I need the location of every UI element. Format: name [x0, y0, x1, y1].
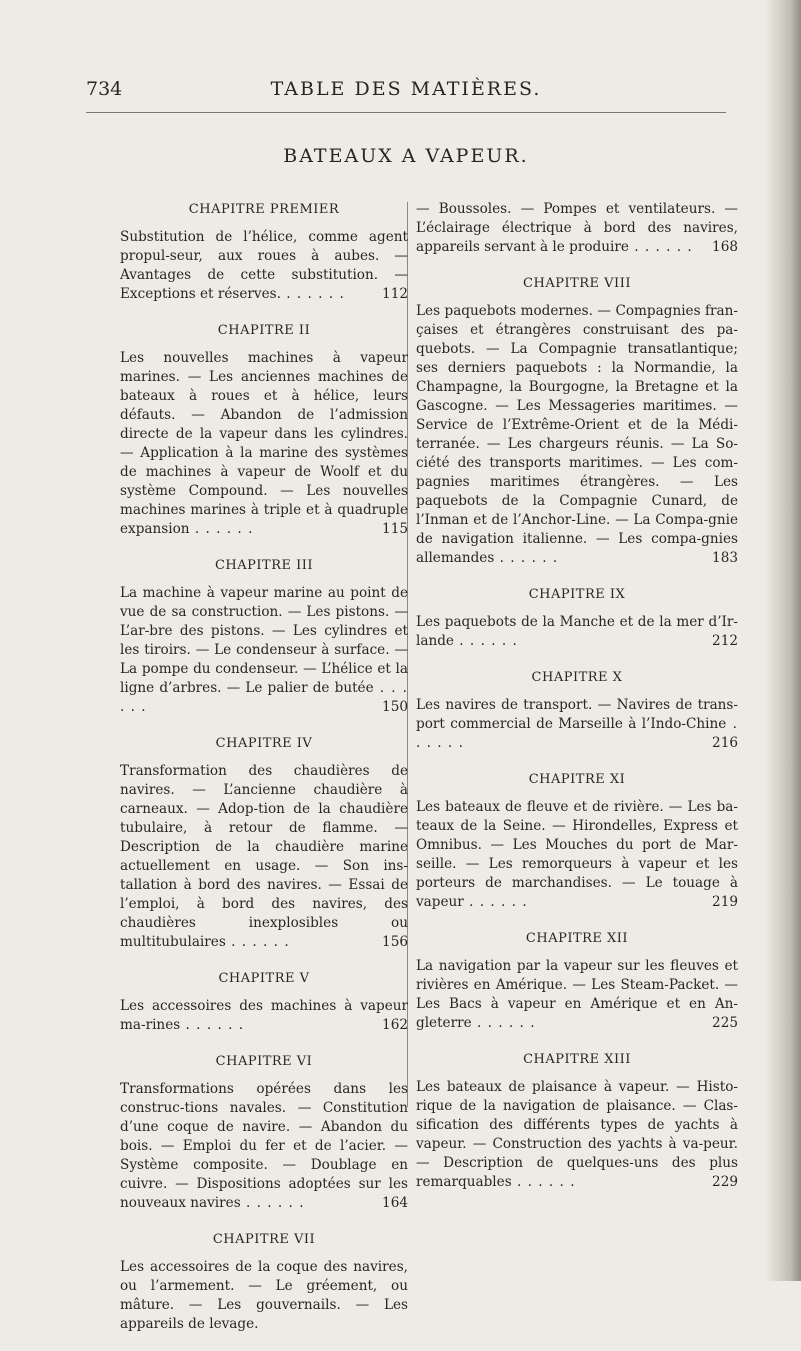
running-title: TABLE DES MATIÈRES. [270, 78, 542, 100]
header-rule [86, 112, 726, 113]
dot-leader: . . . . . . [628, 239, 693, 255]
running-header [86, 78, 726, 108]
page-ref: 168 [712, 239, 738, 255]
page-ref: 229 [712, 1174, 738, 1190]
chapter-summary-text: Les navires de transport. — Navires de trans-port commercial de Marseille à l’Indo-Chine [416, 697, 738, 732]
chapter-summary-text: Substitution de l’hélice, comme agent propul-seur, aux roues à aubes. — Avantages de cette substitution. — Exceptions et réserves. [120, 229, 408, 302]
chapter-heading: CHAPITRE XI [528, 772, 626, 787]
chapter-heading: CHAPITRE PREMIER [188, 202, 340, 217]
chapter-heading: CHAPITRE VIII [523, 276, 631, 291]
chapter-summary-text: Les paquebots modernes. — Compagnies fran-çaises et étrangères construisant des pa-quebots. — La Compagnie transatlantique; ses derniers paquebots : la Normandie, la Champagne, la Bourgogne, la Bretagne et la Gascogne. — Les Messageries maritimes. — Service de l’Extrême-Orient et de la Médi-terranée. — Les chargeurs réunis. — La So-ciété des transports maritimes. — Les com-pagnies maritimes étrangères. — Les paquebots de la Compagnie Cunard, de l’Inman et de l’Anchor-Line. — La Compa-gnie de navigation italienne. — Les compa-gnies allemandes [416, 303, 738, 566]
chapter-summary [120, 228, 408, 304]
chapter-summary [416, 696, 738, 753]
chapter-summary [416, 957, 738, 1033]
chapter-summary-text: Transformations opérées dans les construc-tions navales. — Constitution d’une coque de navire. — Abandon du bois. — Emploi du fer et de l’acier. — Système composite. — Doublage en cuivre. — Dispositions adoptées sur les nouveaux navires [120, 1081, 408, 1211]
section-title: BATEAUX A VAPEUR. [283, 145, 529, 167]
page-ref: 162 [382, 1017, 408, 1033]
page-ref: 225 [712, 1015, 738, 1031]
page-ref: 183 [712, 550, 738, 566]
chapter-summary [120, 349, 408, 539]
page-ref: 115 [382, 521, 408, 537]
toc-entry [120, 321, 408, 556]
toc-entry [120, 969, 408, 1052]
chapter-heading: CHAPITRE X [531, 670, 623, 685]
left-column [120, 200, 408, 1351]
toc-entry [416, 770, 738, 929]
dot-leader: . . . . . . [120, 680, 408, 715]
chapter-summary-text: Les bateaux de plaisance à vapeur. — Histo-rique de la navigation de plaisance. — Clas-sification des différents types de yachts à vapeur. — Construction des yachts à va-peur. — Description de quelques-uns des plus remarquables [416, 1079, 738, 1190]
chapter-summary [120, 997, 408, 1035]
dot-leader: . . . . . . [189, 521, 254, 537]
dot-leader: . . . . . . [471, 1015, 536, 1031]
chapter-summary [416, 798, 738, 912]
dot-leader: . . . . . . [511, 1174, 576, 1190]
binding-shadow [765, 0, 801, 1281]
chapter-summary [120, 1080, 408, 1213]
chapter-summary-text: Les accessoires des machines à vapeur ma-rines [120, 998, 408, 1033]
toc-entry [120, 1230, 408, 1351]
dot-leader: . . . . . . [240, 1195, 305, 1211]
page-ref: 216 [712, 735, 738, 751]
chapter-heading: CHAPITRE II [217, 323, 311, 338]
chapter-summary [120, 762, 408, 952]
page-ref: 112 [382, 286, 408, 302]
toc-entry [416, 585, 738, 668]
chapter-summary-text: — Boussoles. — Pompes et ventilateurs. — L’éclairage électrique à bord des navires, appareils servant à le produire [416, 201, 738, 255]
toc-entry [416, 1050, 738, 1209]
page-ref: 156 [382, 934, 408, 950]
chapter-heading: CHAPITRE III [214, 558, 314, 573]
chapter-summary [120, 1258, 408, 1334]
toc-entry [120, 200, 408, 321]
toc-entry [120, 556, 408, 734]
toc-entry [416, 929, 738, 1050]
toc-entry [416, 274, 738, 585]
chapter-heading: CHAPITRE VII [212, 1232, 316, 1247]
dot-leader: . . . . . . [225, 934, 290, 950]
chapter-summary [416, 1078, 738, 1192]
chapter-heading: CHAPITRE IX [528, 587, 626, 602]
dot-leader: . . . . . . [180, 1017, 245, 1033]
dot-leader: . . . . . . [463, 894, 528, 910]
chapter-heading: CHAPITRE IV [215, 736, 313, 751]
dot-leader: . . . . . . [416, 716, 738, 751]
chapter-summary-text: Transformation des chaudières de navires. — L’ancienne chaudière à carneaux. — Adop-tion de la chaudière tubulaire, à retour de flamme. — Description de la chaudière marine actuellement en usage. — Son ins-tallation à bord des navires. — Essai de l’emploi, à bord des navires, des chaudières inexplosibles ou multitubulaires [120, 763, 408, 950]
toc-entry [120, 1052, 408, 1230]
toc-entry [416, 668, 738, 770]
chapter-summary [120, 584, 408, 717]
chapter-summary [416, 200, 738, 257]
dot-leader: . . . . . . [280, 286, 345, 302]
page-ref: 212 [712, 633, 738, 649]
chapter-heading: CHAPITRE VI [215, 1054, 313, 1069]
chapter-summary-text: La navigation par la vapeur sur les fleuves et rivières en Amérique. — Les Steam-Packet. — Les Bacs à vapeur en Amérique et en An-gleterre [416, 958, 738, 1031]
toc-entry [416, 200, 738, 274]
chapter-heading: CHAPITRE XIII [523, 1052, 631, 1067]
dot-leader: . . . . . . [494, 550, 559, 566]
chapter-heading: CHAPITRE XII [525, 931, 629, 946]
chapter-heading: CHAPITRE V [218, 971, 310, 986]
chapter-summary-text: Les accessoires de la coque des navires, ou l’armement. — Le gréement, ou mâture. — Les gouvernails. — Les appareils de levage. [120, 1259, 408, 1332]
chapter-summary [416, 302, 738, 568]
page-ref: 164 [382, 1195, 408, 1211]
dot-leader: . . . . . . [453, 633, 518, 649]
toc-entry [120, 734, 408, 969]
chapter-summary-text: Les nouvelles machines à vapeur marines. — Les anciennes machines de bateaux à roues et à hélice, leurs défauts. — Abandon de l’admission directe de la vapeur dans les cylindres. — Application à la marine des systèmes de machines à vapeur de Woolf et du système Compound. — Les nouvelles machines marines à triple et à quadruple expansion [120, 350, 408, 537]
page-ref: 219 [712, 894, 738, 910]
page-number: 734 [86, 78, 123, 100]
chapter-summary-text: Les bateaux de fleuve et de rivière. — Les ba-teaux de la Seine. — Hirondelles, Express et Omnibus. — Les Mouches du port de Mar-seille. — Les remorqueurs à vapeur et les porteurs de marchandises. — Le touage à vapeur [416, 799, 738, 910]
page-ref: 150 [382, 699, 408, 715]
right-column [416, 200, 738, 1209]
chapter-summary [416, 613, 738, 651]
chapter-summary-text: Les paquebots de la Manche et de la mer d’Ir-lande [416, 614, 738, 649]
chapter-summary-text: La machine à vapeur marine au point de vue de sa construction. — Les pistons. — L’ar-bre des pistons. — Les cylindres et les tiroirs. — Le condenseur à surface. — La pompe du condenseur. — L’hélice et la ligne d’arbres. — Le palier de butée [120, 585, 408, 696]
